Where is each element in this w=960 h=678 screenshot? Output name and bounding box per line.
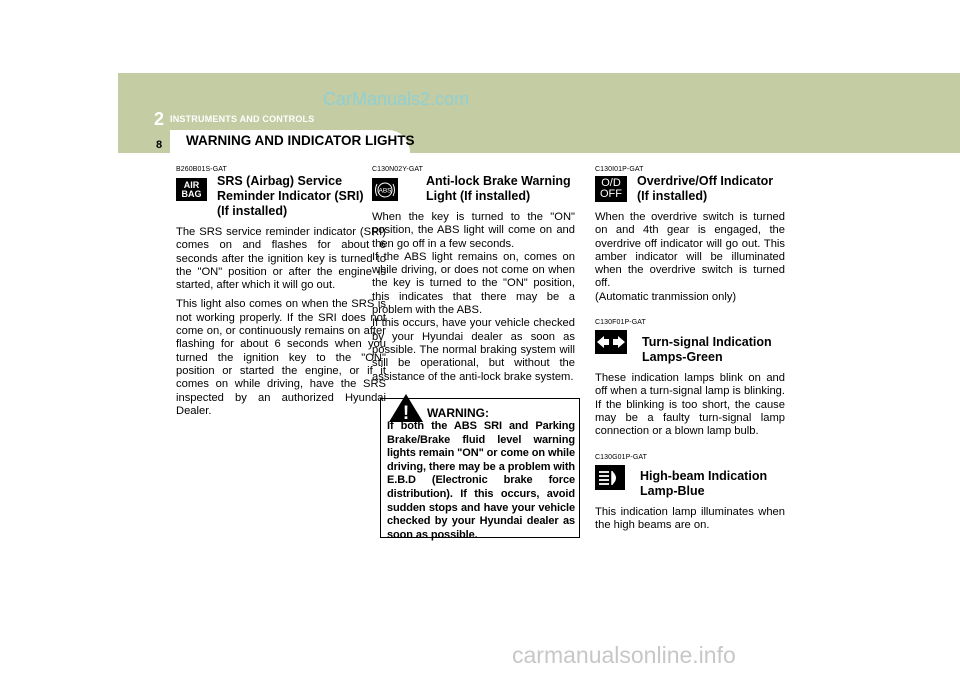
airbag-icon xyxy=(176,178,207,201)
watermark-top-link[interactable]: CarManuals2.com xyxy=(323,89,470,109)
high-beam-icon xyxy=(595,465,625,490)
column-turn xyxy=(595,319,785,438)
beam-paragraph-1: This indication lamp illuminates when the high beams are on. xyxy=(595,506,785,532)
abs-heading-line2: Light (If installed) xyxy=(426,189,531,203)
chapter-number: 2 xyxy=(154,109,165,129)
srs-heading-row xyxy=(176,174,386,219)
column-od xyxy=(595,166,785,304)
beam-heading-line2: Lamp-Blue xyxy=(640,484,705,498)
warning-triangle-icon xyxy=(389,394,423,422)
section-code: C130G01P-GAT xyxy=(595,454,648,461)
section-code: C130I01P-GAT xyxy=(595,166,644,173)
turn-paragraph-1: These indication lamps blink on and off when a turn-signal lamp is blinking. If the blinking is too short, the cause may be a faulty turn-signal lamp connection or a blown lamp bulb. xyxy=(595,372,785,438)
od-icon-line1: O/D xyxy=(601,177,621,189)
overdrive-off-icon xyxy=(595,176,627,202)
abs-paragraph-2: If the ABS light remains on, comes on while driving, or does not come on when the key is turned to the "ON" position, this indicates that there may be a problem with the ABS. xyxy=(372,250,575,317)
od-heading-line2: (If installed) xyxy=(637,189,708,203)
column-srs xyxy=(176,166,386,418)
turn-heading-line2: Lamps-Green xyxy=(642,350,723,364)
srs-heading-line2: Reminder Indicator (SRI) xyxy=(217,189,364,203)
airbag-icon-line1: AIR xyxy=(183,179,200,190)
od-heading-line1: Overdrive/Off Indicator xyxy=(637,174,774,188)
od-paragraph-2: (Automatic tranmission only) xyxy=(595,290,737,303)
watermark-bottom-link[interactable]: carmanualsonline.info xyxy=(512,642,736,668)
column-abs xyxy=(372,166,575,384)
srs-paragraph-1: The SRS service reminder indicator (SRI) comes on and flashes for about 6 seconds after the ignition key is turned to the "ON" position or after the engine is started, after which it will go out. xyxy=(176,226,386,292)
warning-title: WARNING: xyxy=(427,406,489,420)
turn-heading xyxy=(642,335,772,365)
page-number: 8 xyxy=(156,139,163,151)
section-title: WARNING AND INDICATOR LIGHTS xyxy=(186,133,415,148)
column-beam xyxy=(595,454,785,533)
airbag-icon-line2: BAG xyxy=(181,188,202,199)
abs-paragraph-3: If this occurs, have your vehicle checked by your Hyundai dealer as soon as possible. The normal braking system will still be operational, but without the assistance of the anti-lock brake system. xyxy=(372,317,575,383)
abs-heading-line1: Anti-lock Brake Warning xyxy=(426,174,571,188)
od-heading xyxy=(637,174,773,204)
beam-heading xyxy=(640,469,767,499)
section-code: C130F01P-GAT xyxy=(595,319,646,326)
section-code: B260B01S-GAT xyxy=(176,166,227,173)
srs-heading-line3: (If installed) xyxy=(217,204,288,218)
section-code: C130N02Y-GAT xyxy=(372,166,424,173)
beam-heading-line1: High-beam Indication xyxy=(640,469,768,483)
od-icon-line2: OFF xyxy=(600,188,622,200)
od-heading-row xyxy=(595,174,785,204)
warning-text: If both the ABS SRI and Parking Brake/Brake fluid level warning lights remain "ON" or come on while driving, there may be a problem with E.B.D (Electronic brake force distribution). If this occurs, avoid sudden stops and have your vehicle checked by your Hyundai dealer as soon as possible. xyxy=(387,420,575,541)
srs-paragraph-2: This light also comes on when the SRS is not working properly. If the SRI does not come on, or continuously remains on after flashing for about 6 seconds when you turned the ignition key to the "ON" position or started the engine, or if it comes on while driving, have the SRS inspected by an authorized Hyundai Dealer. xyxy=(176,298,386,417)
abs-heading xyxy=(426,174,571,204)
turn-signal-arrows-icon xyxy=(595,330,627,354)
abs-paragraph-1: When the key is turned to the "ON" position, the ABS light will come on and then go off in a few seconds. xyxy=(372,211,575,250)
srs-heading xyxy=(217,174,364,219)
beam-heading-row xyxy=(595,462,785,499)
abs-icon-graphic xyxy=(374,180,396,200)
svg-text:!: ! xyxy=(402,403,410,422)
turn-heading-line1: Turn-signal Indication xyxy=(642,335,772,349)
abs-icon xyxy=(372,178,398,201)
svg-text:ABS: ABS xyxy=(378,187,392,194)
srs-heading-line1: SRS (Airbag) Service xyxy=(217,174,343,188)
turn-heading-row xyxy=(595,327,785,365)
od-paragraph-1: When the overdrive switch is turned on and 4th gear is engaged, the overdrive off indicator will go out. This amber indicator will be illuminated when the overdrive switch is turned off. xyxy=(595,211,785,290)
abs-heading-row xyxy=(372,174,575,204)
chapter-title: INSTRUMENTS AND CONTROLS xyxy=(170,114,315,124)
